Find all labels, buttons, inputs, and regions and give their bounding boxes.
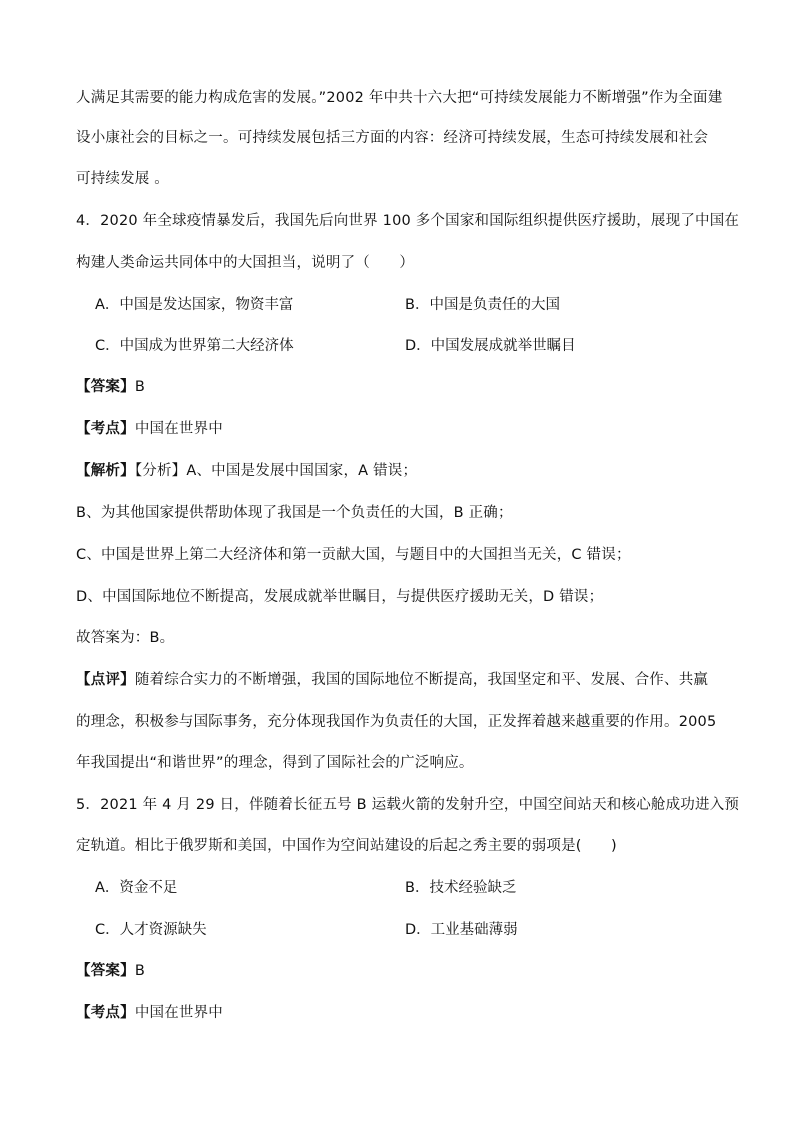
q5-option-d: D．工业基础薄弱 xyxy=(405,922,518,938)
q5-stem-line-2: 定轨道。相比于俄罗斯和美国，中国作为空间站建设的后起之秀主要的弱项是( ) xyxy=(76,838,617,854)
answer-value: B xyxy=(134,963,145,979)
knowledge-point-value: 中国在世界中 xyxy=(134,1005,224,1021)
q5-option-a: A．资金不足 xyxy=(95,880,178,896)
q4-analysis-line-5: 故答案为：B。 xyxy=(76,630,175,646)
q4-knowledge-point-row xyxy=(76,419,726,439)
answer-tag: 【答案】 xyxy=(76,963,135,979)
q4-review-line-3: 年我国提出“和谐世界”的理念，得到了国际社会的广泛响应。 xyxy=(76,755,474,771)
q4-stem-line-1: 4．2020 年全球疫情暴发后，我国先后向世界 100 多个国家和国际组织提供医疗援助，展现了中国在 xyxy=(76,213,740,229)
q4-analysis-row xyxy=(76,461,726,481)
intro-line-1: 人满足其需要的能力构成危害的发展。”2002 年中共十六大把“可持续发展能力不断增强”作为全面建 xyxy=(76,90,723,106)
q4-option-c: C．中国成为世界第二大经济体 xyxy=(95,338,294,354)
q4-option-a: A．中国是发达国家，物资丰富 xyxy=(95,297,294,313)
q4-option-d: D．中国发展成就举世瞩目 xyxy=(405,338,576,354)
analysis-tag: 【解析】 xyxy=(76,463,135,479)
knowledge-point-tag: 【考点】 xyxy=(76,1005,135,1021)
q4-answer-row xyxy=(76,377,726,397)
q4-review-line-2: 的理念，积极参与国际事务，充分体现我国作为负责任的大国，正发挥着越来越重要的作用。2005 xyxy=(76,714,717,730)
q4-stem-line-2: 构建人类命运共同体中的大国担当，说明了（ ） xyxy=(76,255,415,271)
q5-answer-row xyxy=(76,961,726,981)
q5-knowledge-point-row xyxy=(76,1003,726,1023)
knowledge-point-value: 中国在世界中 xyxy=(134,421,224,437)
q5-stem-line-1: 5．2021 年 4 月 29 日，伴随着长征五号 B 运载火箭的发射升空，中国空间站天和核心舱成功进入预 xyxy=(76,797,740,813)
q4-analysis-line-4: D、中国国际地位不断提高，发展成就举世瞩目，与提供医疗援助无关，D 错误； xyxy=(76,589,604,605)
q4-review-row xyxy=(76,670,726,690)
analysis-line-1: 【分析】A、中国是发展中国国家，A 错误； xyxy=(134,463,418,479)
intro-line-2: 设小康社会的目标之一。可持续发展包括三方面的内容：经济可持续发展，生态可持续发展和社会 xyxy=(76,130,709,146)
review-tag: 【点评】 xyxy=(76,672,135,688)
q5-option-b: B．技术经验缺乏 xyxy=(405,880,517,896)
intro-line-3: 可持续发展 。 xyxy=(76,171,170,187)
answer-tag: 【答案】 xyxy=(76,379,135,395)
knowledge-point-tag: 【考点】 xyxy=(76,421,135,437)
q4-analysis-line-3: C、中国是世界上第二大经济体和第一贡献大国，与题目中的大国担当无关，C 错误； xyxy=(76,547,631,563)
review-line-1: 随着综合实力的不断增强，我国的国际地位不断提高，我国坚定和平、发展、合作、共赢 xyxy=(134,672,709,688)
q4-analysis-line-2: B、为其他国家提供帮助体现了我国是一个负责任的大国，B 正确； xyxy=(76,505,513,521)
answer-value: B xyxy=(134,379,145,395)
q5-option-c: C．人才资源缺失 xyxy=(95,922,207,938)
q4-option-b: B．中国是负责任的大国 xyxy=(405,297,560,313)
